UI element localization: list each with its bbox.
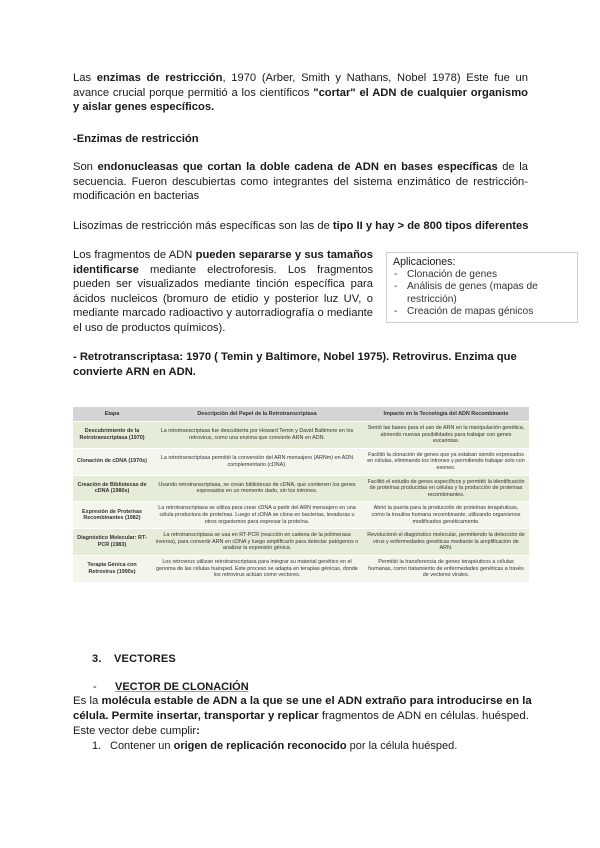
table-cell-description: La retrotranscriptasa permitió la conversión del ARN mensajero (ARNm) en ADN complementario (cDNA). [151,448,363,475]
table-cell-stage: Descubrimiento de la Retrotranscriptasa (1970) [73,422,151,449]
table-row [73,448,529,475]
heading-enzimas-restriccion: -Enzimas de restricción [73,133,199,145]
table-header-cell: Impacto en la Tecnología del ADN Recombinante [363,407,529,422]
table-cell-impact: Facilitó el estudio de genes específicos y permitió la identificación de proteínas producidas en células y la producción de proteínas recombinantes. [363,475,529,502]
table-header-cell: Etapa [73,407,151,422]
table-cell-description: Los retrovirus utilizan retrotranscriptasa para integrar su material genético en el genoma de las células huésped. Este proceso se adapta en terapias génicas, donde los retrovirus actúan como vectores. [151,555,363,581]
table-cell-impact: Abrió la puerta para la producción de proteínas terapéuticas, como la insulina humana recombinante, utilizando organismos modificados genéticamente. [363,502,529,529]
paragraph-retrotranscriptasa: - Retrotranscriptasa: 1970 ( Temin y Baltimore, Nobel 1975). Retrovirus. Enzima que convierte ARN en ADN. [73,351,517,378]
section-number: 3. [92,653,102,665]
applications-title: Aplicaciones: [393,256,456,268]
list-item: 1. Contener un origen de replicación reconocido por la célula huésped. [92,740,458,752]
table-cell-impact: Revolucionó el diagnóstico molecular, permitiendo la detección de virus y enfermedades genéticas mediante la amplificación de ARN. [363,529,529,556]
applications-item: - Clonación de genes [393,269,571,282]
table-cell-impact: Sentó las bases para el uso de ARN en la manipulación genética, abriendo nuevas posibilidades para trabajar con genes eucariotas. [363,422,529,449]
table-row [73,422,529,449]
applications-item: - Creación de mapas génicos [393,306,571,319]
table-row [73,529,529,556]
retrotranscriptasa-table [73,407,529,582]
paragraph-vector-definicion: Es la molécula estable de ADN a la que se une el ADN extraño para introducirse en la célula. Permite insertar, transportar y replicar fragmentos de ADN en células. huésped. [73,695,532,722]
table-cell-description: La retrotranscriptasa fue descubierta por Howard Temin y David Baltimore en los retrovirus, como una enzima que convierte ARN en ADN. [151,422,363,449]
paragraph-endonucleasas: Son endonucleasas que cortan la doble cadena de ADN en bases específicas de la secuencia. Fueron descubiertas como integrantes del sistema enzimático de restricción-modificación en bacterias [73,161,528,203]
table-cell-stage: Terapia Génica con Retrovirus (1990s) [73,555,151,581]
subsection-heading-vector-clonacion [93,681,249,693]
paragraph-lisozimas: Lisozimas de restricción más específicas son las de tipo II y hay > de 800 tipos diferentes [73,220,529,232]
table-cell-stage: Clonación de cDNA (1970s) [73,448,151,475]
table-cell-description: La retrotranscriptasa se utiliza para crear cDNA a partir del ARN mensajero en una célula productora de proteínas. Luego el cDNA se clona en bacterias, levaduras u otros organismos para expresar la proteína. [151,502,363,529]
applications-box [386,252,578,323]
subsection-dash: - [93,681,97,693]
list-number: 1. [92,740,102,752]
table-cell-stage: Diagnóstico Molecular: RT-PCR (1983) [73,529,151,556]
section-heading-vectores [92,653,176,665]
table-cell-stage: Expresión de Proteínas Recombinantes (1982) [73,502,151,529]
table-header-row [73,407,529,422]
paragraph-enzimas-intro: Las enzimas de restricción, 1970 (Arber, Smith y Nathans, Nobel 1978) Este fue un avance crucial porque permitió a los científicos "cortar" el ADN de cualquier organismo y aislar genes específicos. [73,72,528,114]
table-row [73,475,529,502]
section-title: VECTORES [114,653,176,665]
subsection-title: VECTOR DE CLONACIÓN [115,681,249,693]
table-cell-impact: Facilitó la clonación de genes que ya estaban siendo expresados en células, eliminando los intrones y permitiendo trabajar solo con exones. [363,448,529,475]
paragraph-vector-requisitos: Este vector debe cumplir: [73,725,200,737]
table-header-cell: Descripción del Papel de la Retrotranscriptasa [151,407,363,422]
paragraph-fragmentos: Los fragmentos de ADN pueden separarse y sus tamaños identificarse mediante electroforesis. Los fragmentos pueden ser visualizados mediante tinción específica para ácidos nucleicos (bromuro de etidio y posterior luz UV, o mediante marcado radioactivo y autorradiografía o mediante el uso de productos químicos). [73,249,373,334]
table-row [73,502,529,529]
table-cell-description: Usando retrotranscriptasa, se crean bibliotecas de cDNA, que contienen los genes expresados en un momento dado, sin los intrones. [151,475,363,502]
table-cell-description: La retrotranscriptasa se usa en RT-PCR (reacción en cadena de la polimerasa inversa), para convertir ARN en cDNA y luego amplificarlo para detectar patógenos o analizar la expresión génica. [151,529,363,556]
table-row [73,555,529,581]
table-cell-impact: Permitió la transferencia de genes terapéuticos a células humanas, como tratamiento de enfermedades genéticas a través de vectores virales. [363,555,529,581]
applications-item: - Análisis de genes (mapas de restricción) [393,281,571,306]
table-cell-stage: Creación de Bibliotecas de cDNA (1980s) [73,475,151,502]
